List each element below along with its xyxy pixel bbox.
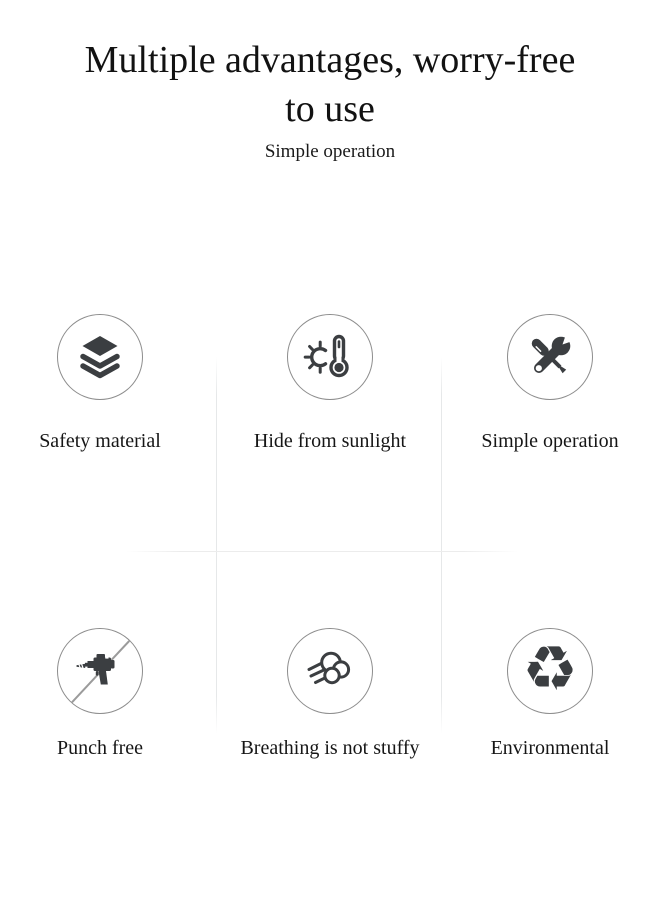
feature-simple-operation [440, 314, 660, 452]
breath-cloud-icon [302, 643, 358, 699]
feature-label: Hide from sunlight [253, 430, 407, 452]
icon-circle [57, 628, 143, 714]
feature-label: Simple operation [481, 430, 619, 452]
grid-divider-vertical-left [216, 357, 217, 734]
feature-label: Breathing is not stuffy [240, 737, 420, 759]
feature-label: Punch free [56, 737, 144, 759]
feature-breathing [220, 628, 440, 759]
icon-circle [287, 314, 373, 400]
page-subtitle: Simple operation [264, 141, 396, 162]
drill-prohibited-icon [72, 643, 128, 699]
recycle-icon: ♻ [522, 632, 578, 705]
layers-icon [72, 329, 128, 385]
icon-circle [57, 314, 143, 400]
feature-safety-material [0, 314, 210, 452]
grid-divider-horizontal [126, 551, 518, 552]
feature-label: Environmental [490, 737, 610, 759]
feature-environmental [440, 628, 660, 759]
page-title-line1: Multiple advantages, worry-free [84, 39, 576, 81]
tools-icon [522, 329, 578, 385]
icon-circle [287, 628, 373, 714]
sun-thermometer-icon [302, 329, 358, 385]
feature-hide-from-sunlight [220, 314, 440, 452]
feature-label: Safety material [39, 430, 161, 452]
page-title [0, 36, 660, 134]
icon-circle [507, 314, 593, 400]
feature-punch-free [0, 628, 210, 759]
icon-circle [507, 628, 593, 714]
page-title-line2: to use [285, 88, 375, 130]
